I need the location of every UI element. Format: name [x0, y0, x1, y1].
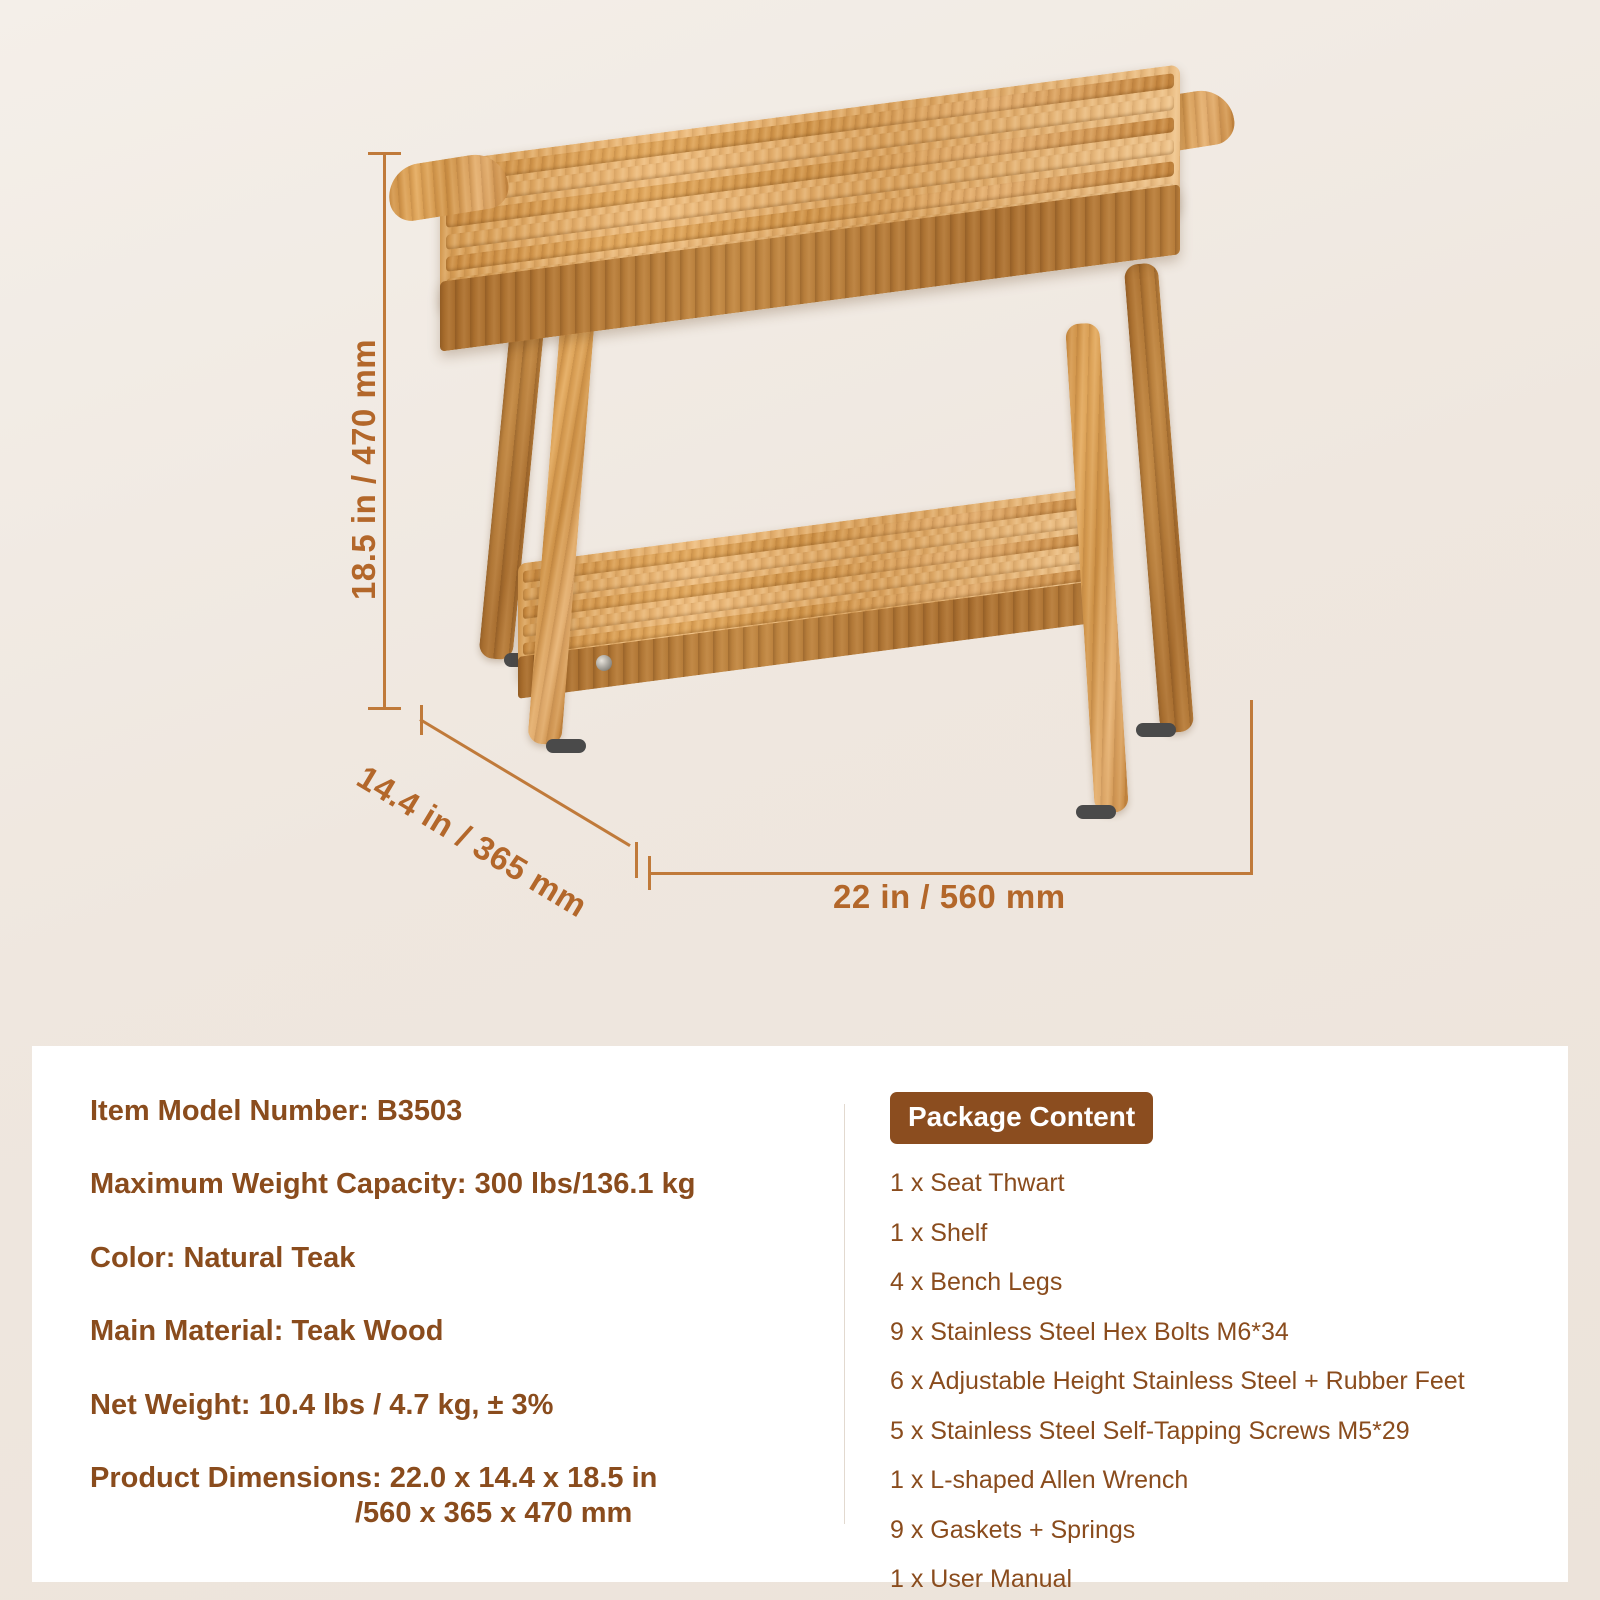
height-dimension-line — [383, 152, 386, 710]
spec-value: B3503 — [376, 1095, 463, 1127]
package-item: 1 x Seat Thwart — [890, 1169, 1065, 1197]
width-tick-right — [1250, 700, 1253, 875]
spec-row — [90, 1461, 822, 1532]
bench-foot-front-right — [1076, 805, 1116, 819]
package-item: 1 x Shelf — [890, 1218, 988, 1247]
package-item: 5 x Stainless Steel Self-Tapping Screws M5*29 — [890, 1416, 1410, 1445]
spec-value-secondary: /560 x 365 x 470 mm — [355, 1497, 633, 1530]
spec-row — [90, 1314, 822, 1349]
spec-value: Natural Teak — [183, 1241, 356, 1274]
spec-label: Color: — [90, 1241, 184, 1274]
package-item: 1 x User Manual — [890, 1565, 1073, 1593]
depth-tick-end — [635, 842, 638, 878]
info-panel — [32, 1046, 1568, 1593]
package-content-section — [822, 1046, 1568, 1593]
package-item: 1 x L-shaped Allen Wrench — [890, 1466, 1189, 1494]
height-dimension-label: 18.5 in / 470 mm — [345, 338, 382, 600]
spec-value: Teak Wood — [291, 1315, 444, 1348]
spec-value: 10.4 lbs / 4.7 kg, ± 3% — [258, 1388, 554, 1421]
package-item: 9 x Gaskets + Springs — [890, 1515, 1136, 1544]
spec-label: Item Model Number: — [90, 1095, 377, 1127]
bench-foot-front-left — [546, 739, 586, 753]
bench-foot-back-right — [1136, 723, 1176, 737]
width-dimension-label: 22 in / 560 mm — [833, 878, 1066, 915]
depth-tick-start — [420, 705, 423, 735]
spec-label: Product Dimensions: — [90, 1461, 390, 1494]
panel-divider — [844, 1104, 845, 1524]
spec-label: Main Material: — [90, 1315, 292, 1348]
shelf-screw — [596, 655, 612, 671]
spec-row — [90, 1388, 822, 1423]
spec-row — [90, 1094, 822, 1129]
depth-dimension-label: 14.4 in / 365 mm — [350, 758, 594, 925]
spec-row — [90, 1167, 822, 1202]
package-item: 4 x Bench Legs — [890, 1268, 1063, 1296]
spec-row — [90, 1241, 822, 1276]
spec-value: 22.0 x 14.4 x 18.5 in — [389, 1461, 658, 1494]
spec-label: Net Weight: — [90, 1388, 259, 1421]
height-tick-bottom — [368, 707, 401, 710]
spec-label: Maximum Weight Capacity: — [90, 1168, 475, 1201]
bench-leg-back-right — [1124, 262, 1195, 733]
width-dimension-line — [648, 872, 1253, 875]
package-item: 6 x Adjustable Height Stainless Steel + Rubber Feet — [890, 1367, 1465, 1395]
height-tick-top — [368, 152, 401, 155]
specs-list — [32, 1046, 822, 1582]
spec-value: 300 lbs/136.1 kg — [474, 1168, 696, 1201]
width-tick-left — [648, 856, 651, 890]
package-item: 9 x Stainless Steel Hex Bolts M6*34 — [890, 1317, 1289, 1346]
bench-drawing — [400, 55, 1300, 855]
package-content-title: Package Content — [890, 1092, 1153, 1144]
